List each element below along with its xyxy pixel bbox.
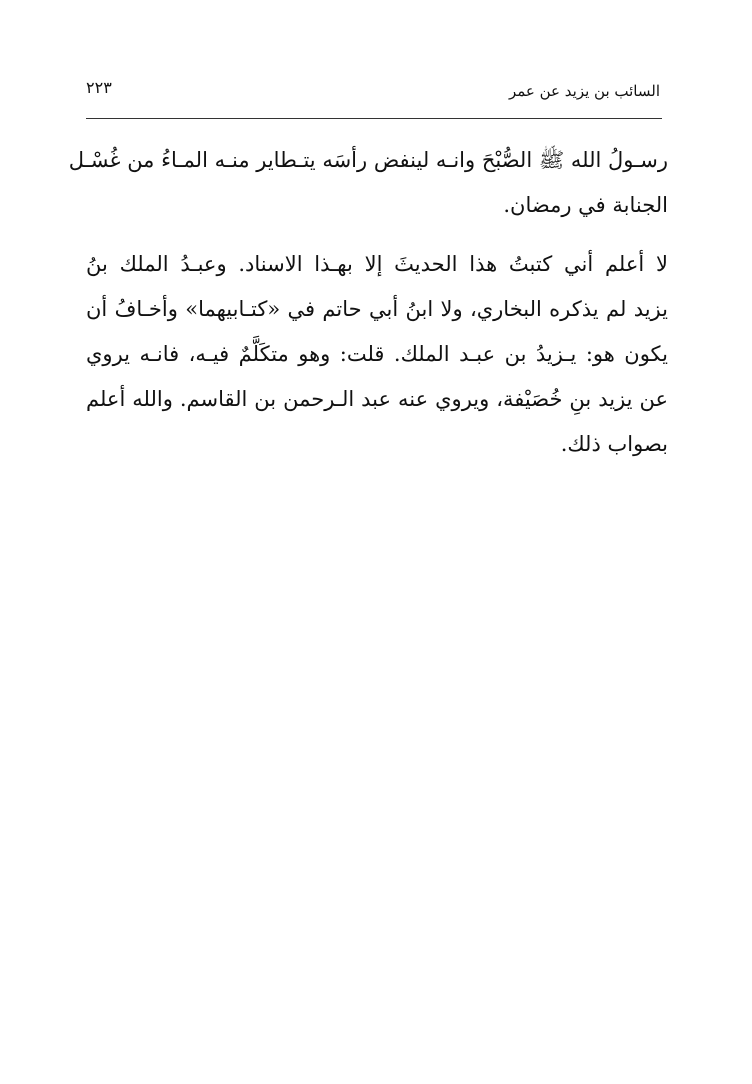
body-text xyxy=(68,138,668,467)
page-number: ٢٢٣ xyxy=(86,78,112,97)
paragraph-1 xyxy=(68,138,668,228)
text-line: عن يزيد بنِ خُصَيْفة، ويروي عنه عبد الـرحمن بن القاسم. والله أعلم xyxy=(86,387,668,411)
text-line: لا أعلم أني كتبتُ هذا الحديثَ إلا بهـذا الاسناد. وعبـدُ الملك بنُ xyxy=(86,252,668,276)
header-rule xyxy=(86,118,662,119)
running-title: السائب بن يزيد عن عمر xyxy=(508,82,660,100)
text-line: بصواب ذلك. xyxy=(560,432,668,456)
text-line: يكون هو: يـزيدُ بن عبـد الملك. قلت: وهو متكَلَّمٌ فيـه، فانـه يروي xyxy=(86,342,668,366)
text-line: الجنابة في رمضان. xyxy=(503,193,668,217)
paragraph-2 xyxy=(86,242,668,467)
page-header xyxy=(86,76,662,106)
text-line: رسـولُ الله ﷺ الصُّبْحَ وانـه لينفض رأسَه يتـطاير منـه المـاءُ من غُسْـل xyxy=(68,148,668,172)
text-line: يزيد لم يذكره البخاري، ولا ابنُ أبي حاتم في «كتـابيهما» وأخـافُ أن xyxy=(86,297,668,321)
paragraph-gap xyxy=(86,228,668,242)
